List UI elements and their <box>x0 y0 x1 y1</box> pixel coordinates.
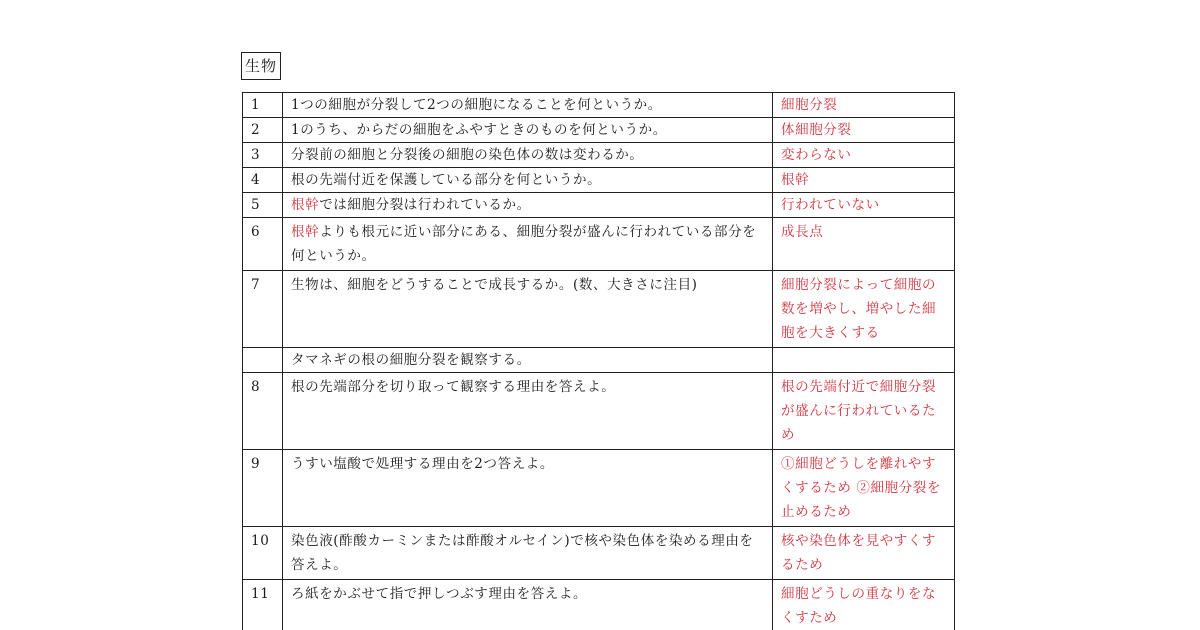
table-row <box>243 93 955 118</box>
row-number: 8 <box>243 373 283 450</box>
answer-text: ①細胞どうしを離れやすくするため ②細胞分裂を止めるため <box>773 450 955 527</box>
answer-text: 根の先端付近で細胞分裂が盛んに行われているため <box>773 373 955 450</box>
answer-text <box>773 348 955 373</box>
answer-text: 成長点 <box>773 218 955 271</box>
answer-text: 細胞分裂によって細胞の数を増やし、増やした細胞を大きくする <box>773 271 955 348</box>
answer-text: 変わらない <box>773 143 955 168</box>
table-row <box>243 271 955 348</box>
question-text: 根の先端部分を切り取って観察する理由を答えよ。 <box>283 373 773 450</box>
question-cell <box>283 218 773 271</box>
page-title: 生物 <box>241 52 281 80</box>
question-text: うすい塩酸で処理する理由を2つ答えよ。 <box>283 450 773 527</box>
question-text: ろ紙をかぶせて指で押しつぶす理由を答えよ。 <box>283 580 773 630</box>
table-row <box>243 348 955 373</box>
question-highlight: 根幹 <box>291 197 320 213</box>
table-row <box>243 450 955 527</box>
answer-text: 細胞どうしの重なりをなくすため <box>773 580 955 630</box>
question-text: よりも根元に近い部分にある、細胞分裂が盛んに行われている部分を何というか。 <box>291 224 757 264</box>
question-text: 1のうち、からだの細胞をふやすときのものを何というか。 <box>283 118 773 143</box>
question-text: 生物は、細胞をどうすることで成長するか。(数、大きさに注目) <box>283 271 773 348</box>
table-row <box>243 118 955 143</box>
question-text: 1つの細胞が分裂して2つの細胞になることを何というか。 <box>283 93 773 118</box>
table-row <box>243 373 955 450</box>
row-number: 4 <box>243 168 283 193</box>
answer-text: 核や染色体を見やすくするため <box>773 527 955 580</box>
row-number: 3 <box>243 143 283 168</box>
row-number: 5 <box>243 193 283 218</box>
question-cell <box>283 193 773 218</box>
table-row <box>243 168 955 193</box>
question-text: 染色液(酢酸カーミンまたは酢酸オルセイン)で核や染色体を染める理由を答えよ。 <box>283 527 773 580</box>
question-text: 分裂前の細胞と分裂後の細胞の染色体の数は変わるか。 <box>283 143 773 168</box>
table-row <box>243 218 955 271</box>
question-highlight: 根幹 <box>291 224 320 240</box>
row-number: 11 <box>243 580 283 630</box>
question-text: 根の先端付近を保護している部分を何というか。 <box>283 168 773 193</box>
question-text: では細胞分裂は行われているか。 <box>319 197 531 213</box>
row-number: 2 <box>243 118 283 143</box>
answer-text: 体細胞分裂 <box>773 118 955 143</box>
qa-table <box>242 92 955 630</box>
table-row <box>243 193 955 218</box>
section-text: タマネギの根の細胞分裂を観察する。 <box>283 348 773 373</box>
table-row <box>243 580 955 630</box>
row-number: 1 <box>243 93 283 118</box>
answer-text: 根幹 <box>773 168 955 193</box>
row-number: 10 <box>243 527 283 580</box>
answer-text: 行われていない <box>773 193 955 218</box>
row-number <box>243 348 283 373</box>
table-row <box>243 527 955 580</box>
table-row <box>243 143 955 168</box>
row-number: 9 <box>243 450 283 527</box>
row-number: 6 <box>243 218 283 271</box>
row-number: 7 <box>243 271 283 348</box>
answer-text: 細胞分裂 <box>773 93 955 118</box>
